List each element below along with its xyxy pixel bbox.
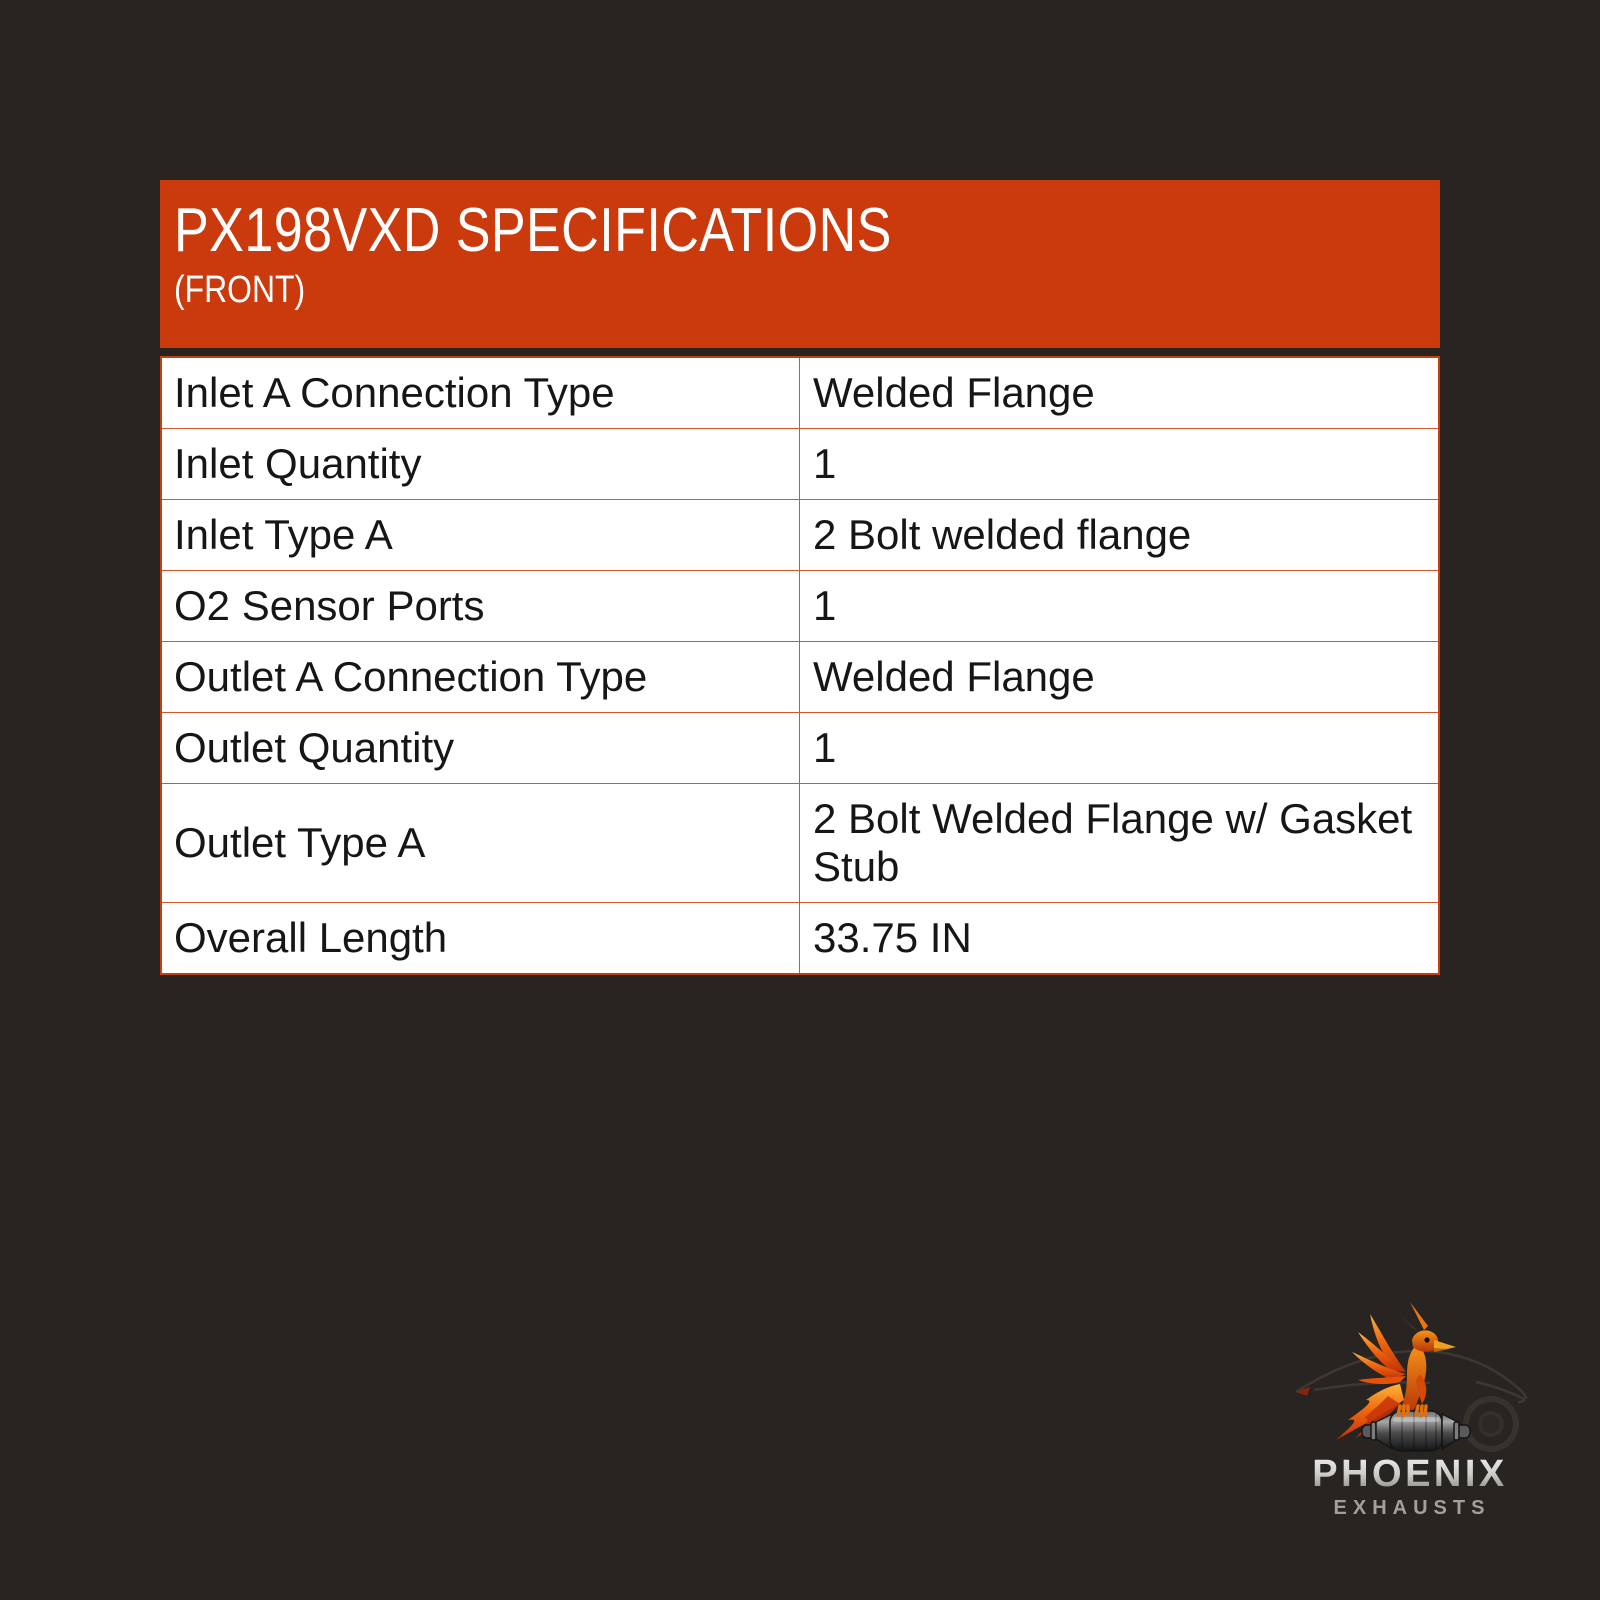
table-row [161, 500, 1439, 571]
table-row [161, 429, 1439, 500]
wheel-icon [1466, 1399, 1516, 1449]
spec-label: Outlet A Connection Type [161, 642, 800, 713]
eye [1424, 1337, 1429, 1342]
subtitle-line [174, 266, 1440, 314]
table-row [161, 357, 1439, 429]
spec-label: Inlet Type A [161, 500, 800, 571]
spec-header [160, 180, 1440, 348]
spec-label: Inlet A Connection Type [161, 357, 800, 429]
spec-label: Inlet Quantity [161, 429, 800, 500]
spec-value: Welded Flange [800, 357, 1439, 429]
spec-value: 1 [800, 713, 1439, 784]
spec-value: Welded Flange [800, 642, 1439, 713]
spec-value: 1 [800, 571, 1439, 642]
page-title: PX198VXD SPECIFICATIONS [174, 196, 892, 265]
spec-table [160, 356, 1440, 975]
brand-name: PHOENIX [1312, 1453, 1508, 1495]
table-row [161, 903, 1439, 975]
spec-label: Overall Length [161, 903, 800, 975]
spec-value: 1 [800, 429, 1439, 500]
spec-value: 33.75 IN [800, 903, 1439, 975]
table-row [161, 784, 1439, 903]
table-row [161, 713, 1439, 784]
table-row [161, 571, 1439, 642]
spec-label: O2 Sensor Ports [161, 571, 800, 642]
spec-value: 2 Bolt Welded Flange w/ Gasket Stub [800, 784, 1439, 903]
spec-label: Outlet Type A [161, 784, 800, 903]
brand-logo-graphic [1278, 1288, 1542, 1528]
table-row [161, 642, 1439, 713]
spec-value: 2 Bolt welded flange [800, 500, 1439, 571]
brand-tagline: EXHAUSTS [1333, 1497, 1491, 1519]
title-line [174, 198, 1440, 264]
spec-label: Outlet Quantity [161, 713, 800, 784]
page-subtitle: (FRONT) [174, 269, 306, 311]
brand-logo [1278, 1288, 1542, 1528]
